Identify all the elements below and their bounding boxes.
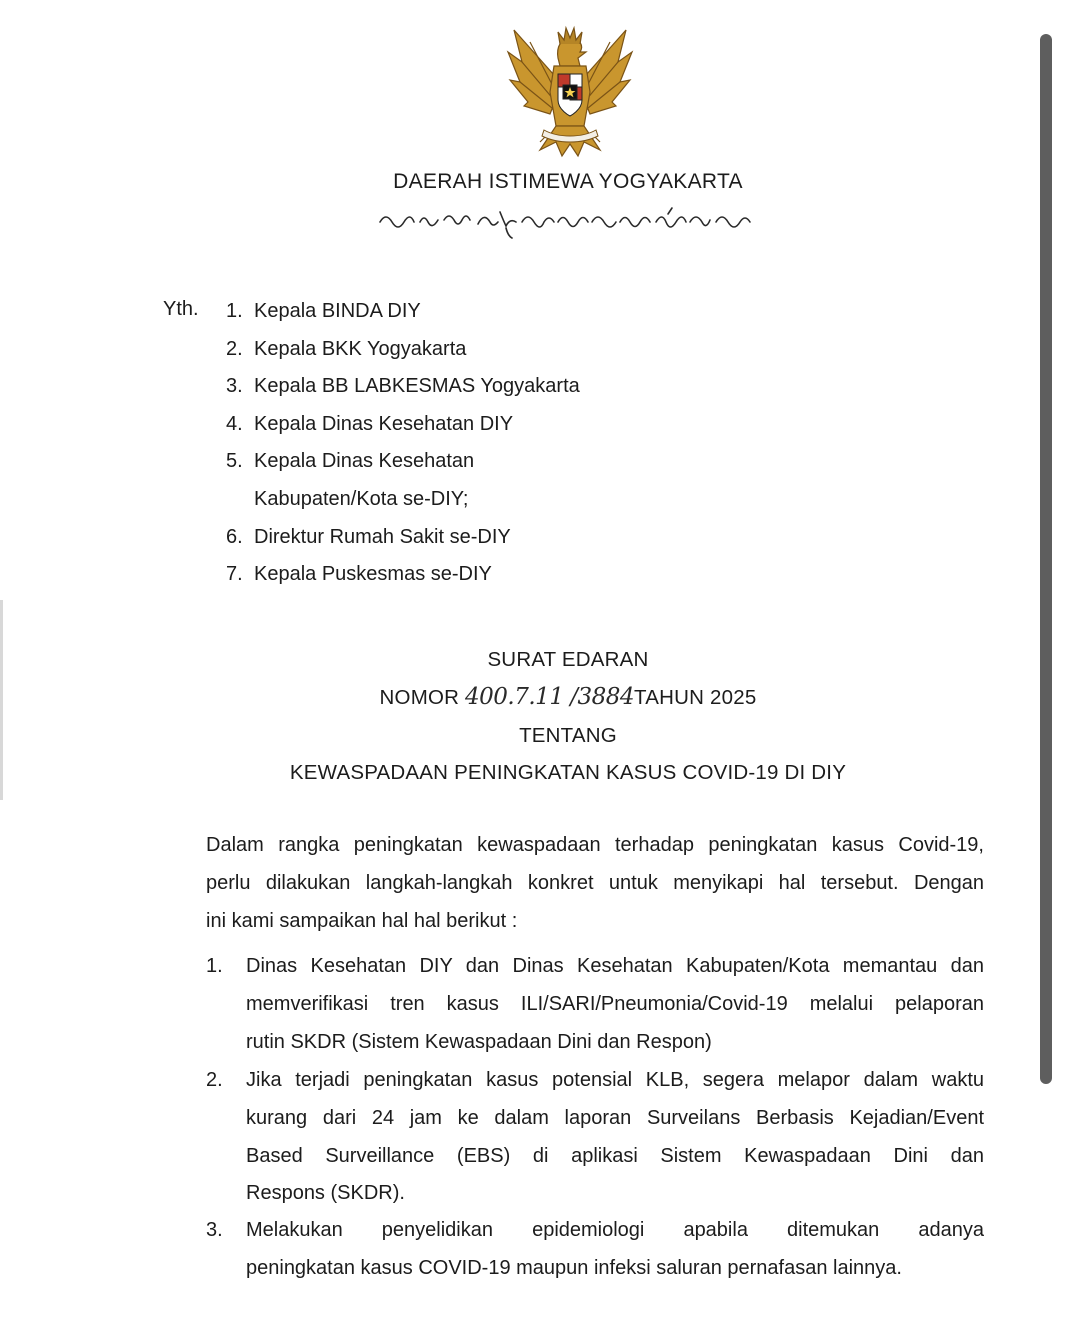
addressee-item: 2. Kepala BKK Yogyakarta — [226, 337, 467, 360]
javanese-script-icon — [376, 200, 766, 240]
instruction-item: 2. Jika terjadi peningkatan kasus potensial KLB, segera melapor dalam waktu kurang dari 24 jam ke dalam laporan Surveilans Berbasis Kejadian/Event Based Surveillance (EBS) di aplikasi Sistem Kewaspadaan Dini dan Respons (SKDR). — [206, 1069, 984, 1205]
garuda-emblem-icon — [500, 22, 640, 162]
addressee-item: 5. Kepala Dinas Kesehatan — [226, 450, 475, 473]
addressee-item: 7. Kepala Puskesmas se-DIY — [226, 563, 492, 586]
letter-number: NOMOR 400.7.11 /3884TAHUN 2025 — [379, 684, 757, 710]
addressee-item: 1. Kepala BINDA DIY — [226, 300, 421, 322]
letter-about: TENTANG — [519, 724, 617, 747]
letter-subject: KEWASPADAAN PENINGKATAN KASUS COVID-19 DI DIY — [289, 761, 847, 784]
instruction-item: 1. Dinas Kesehatan DIY dan Dinas Kesehatan Kabupaten/Kota memantau dan memverifikasi tren kasus ILI/SARI/Pneumonia/Covid-19 melalui pelaporan rutin SKDR (Sistem Kewaspadaan Dini dan Respon) — [206, 955, 984, 1053]
region-title: DAERAH ISTIMEWA YOGYAKARTA — [393, 170, 743, 193]
intro-paragraph: Dalam rangka peningkatan kewaspadaan terhadap peningkatan kasus Covid-19, perlu dilakukan langkah-langkah konkret untuk menyikapi hal tersebut. Dengan ini kami sampaikan hal hal berikut : — [206, 834, 984, 932]
addressee-item: 3. Kepala BB LABKESMAS Yogyakarta — [226, 375, 580, 398]
instruction-item: 3. Melakukan penyelidikan epidemiologi apabila ditemukan adanya peningkatan kasus COVID-19 maupun infeksi saluran pernafasan lainnya. — [206, 1219, 984, 1279]
handwritten-number: 400.7.11 /3884 — [465, 684, 635, 710]
addressee-label: Yth. — [163, 298, 199, 320]
addressee-list — [226, 294, 580, 595]
addressee-item: 4. Kepala Dinas Kesehatan DIY — [226, 412, 514, 435]
addressee-item-continuation: Kabupaten/Kota se-DIY; — [254, 487, 469, 510]
addressee-item: 6. Direktur Rumah Sakit se-DIY — [226, 525, 511, 548]
letter-type: SURAT EDARAN — [487, 648, 649, 671]
